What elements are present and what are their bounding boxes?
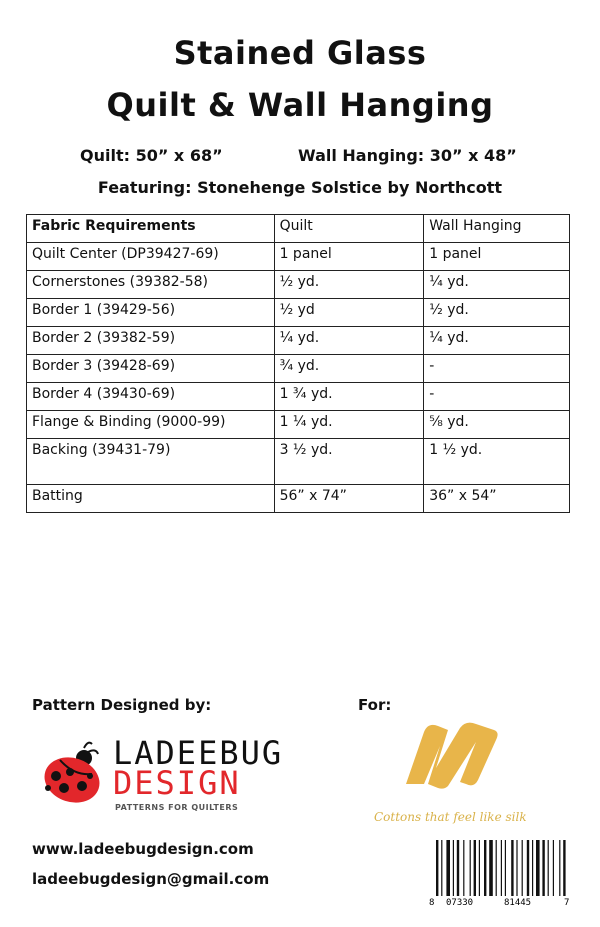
- email-link[interactable]: ladeebugdesign@gmail.com: [32, 870, 270, 888]
- fabric-cell: Backing (39431-79): [27, 439, 275, 485]
- quilt-cell: 3 ½ yd.: [274, 439, 424, 485]
- barcode-bar: [505, 840, 506, 896]
- table-row: [27, 383, 570, 411]
- brand-tagline: PATTERNS FOR QUILTERS: [115, 803, 239, 812]
- quilt-cell: 1 ¼ yd.: [274, 411, 424, 439]
- website-link[interactable]: www.ladeebugdesign.com: [32, 840, 254, 858]
- fabric-cell: Border 2 (39382-59): [27, 327, 275, 355]
- barcode-bar: [536, 840, 540, 896]
- barcode-bar: [501, 840, 502, 896]
- quilt-cell: ½ yd: [274, 299, 424, 327]
- quilt-cell: 56” x 74”: [274, 485, 424, 513]
- barcode-bar: [463, 840, 464, 896]
- fabric-cell: Quilt Center (DP39427-69): [27, 243, 275, 271]
- wall-cell: ⅝ yd.: [424, 411, 570, 439]
- barcode-bar: [489, 840, 493, 896]
- barcode-bar: [453, 840, 454, 896]
- brand-name-line-1: LADEEBUG: [113, 734, 284, 772]
- wall-cell: ¼ yd.: [424, 271, 570, 299]
- table-row: [27, 243, 570, 271]
- title-line-2: Quilt & Wall Hanging: [106, 86, 494, 124]
- barcode: [428, 838, 574, 908]
- wall-cell: 1 ½ yd.: [424, 439, 570, 485]
- quilt-cell: 1 ¾ yd.: [274, 383, 424, 411]
- table-row: [27, 439, 570, 485]
- fabric-cell: Batting: [27, 485, 275, 513]
- barcode-bar: [516, 840, 517, 896]
- northcott-logo-icon: [398, 718, 508, 790]
- fabric-cell: Cornerstones (39382-58): [27, 271, 275, 299]
- barcode-bar: [496, 840, 497, 896]
- table-row: [27, 327, 570, 355]
- wall-cell: 1 panel: [424, 243, 570, 271]
- barcode-digit-1: 8: [429, 898, 435, 908]
- fabric-cell: Border 1 (39429-56): [27, 299, 275, 327]
- quilt-cell: ¾ yd.: [274, 355, 424, 383]
- designed-by-label: Pattern Designed by:: [32, 696, 212, 714]
- header-quilt: Quilt: [274, 215, 424, 243]
- table-row: [27, 411, 570, 439]
- quilt-size: Quilt: 50” x 68”: [80, 146, 223, 165]
- barcode-bar: [548, 840, 549, 896]
- table-row: [27, 299, 570, 327]
- barcode-digit-group-1: 07330: [446, 898, 474, 908]
- barcode-bar: [474, 840, 476, 896]
- barcode-bar: [511, 840, 513, 896]
- barcode-bar: [559, 840, 560, 896]
- barcode-bar: [436, 840, 438, 896]
- barcode-bar: [470, 840, 471, 896]
- wall-cell: -: [424, 383, 570, 411]
- table-row: [27, 355, 570, 383]
- barcode-bar: [446, 840, 450, 896]
- northcott-tagline: Cottons that feel like silk: [374, 810, 527, 824]
- table-header-row: [27, 215, 570, 243]
- brand-name-line-2: DESIGN: [113, 764, 241, 802]
- barcode-bar: [484, 840, 486, 896]
- barcode-bar: [553, 840, 554, 896]
- wall-cell: ¼ yd.: [424, 327, 570, 355]
- fabric-cell: Border 4 (39430-69): [27, 383, 275, 411]
- barcode-bar: [542, 840, 544, 896]
- barcode-digit-group-2: 81445: [504, 898, 532, 908]
- featuring-line: Featuring: Stonehenge Solstice by Northcott: [97, 178, 503, 197]
- header-fabric: Fabric Requirements: [27, 215, 275, 243]
- barcode-digit-2: 7: [564, 898, 570, 908]
- barcode-bar: [563, 840, 565, 896]
- fabric-requirements-table: [26, 214, 570, 513]
- fabric-cell: Border 3 (39428-69): [27, 355, 275, 383]
- barcode-bar: [527, 840, 529, 896]
- header-wall-hanging: Wall Hanging: [424, 215, 570, 243]
- for-label: For:: [358, 696, 392, 714]
- quilt-cell: 1 panel: [274, 243, 424, 271]
- title-line-1: Stained Glass: [173, 34, 427, 72]
- wall-cell: 36” x 54”: [424, 485, 570, 513]
- quilt-cell: ¼ yd.: [274, 327, 424, 355]
- barcode-bar: [532, 840, 533, 896]
- wall-cell: ½ yd.: [424, 299, 570, 327]
- barcode-bar: [441, 840, 442, 896]
- wall-hanging-size: Wall Hanging: 30” x 48”: [298, 146, 517, 165]
- ladybug-icon: [34, 736, 106, 808]
- barcode-bar: [457, 840, 459, 896]
- table-row: [27, 271, 570, 299]
- fabric-cell: Flange & Binding (9000-99): [27, 411, 275, 439]
- wall-cell: -: [424, 355, 570, 383]
- barcode-bar: [479, 840, 480, 896]
- quilt-cell: ½ yd.: [274, 271, 424, 299]
- table-row: [27, 485, 570, 513]
- barcode-bar: [522, 840, 523, 896]
